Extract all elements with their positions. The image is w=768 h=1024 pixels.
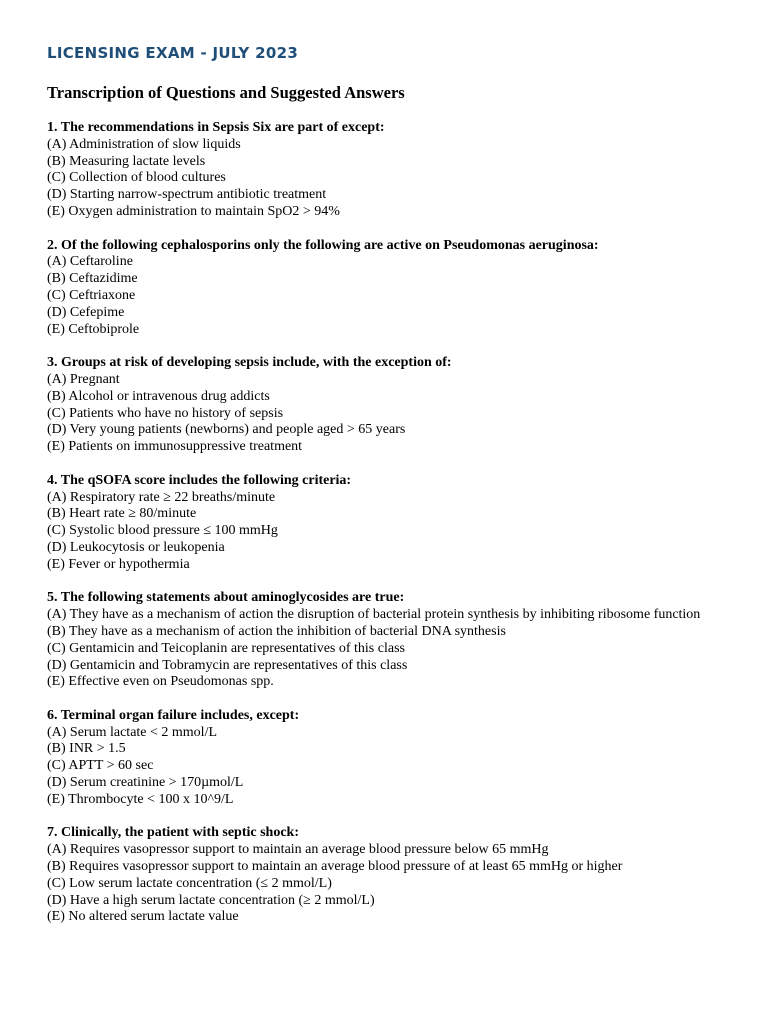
answer-option-d: (D) Very young patients (newborns) and people aged > 65 years — [47, 422, 406, 438]
answer-option-e: (E) Oxygen administration to maintain SpO2 > 94% — [47, 203, 340, 219]
answer-option-a: (A) They have as a mechanism of action the disruption of bacterial protein synthesis by inhibiting ribosome function — [47, 607, 701, 623]
answer-option-d: (D) Leukocytosis or leukopenia — [47, 539, 225, 555]
answer-option-d: (D) Serum creatinine > 170µmol/L — [47, 775, 244, 791]
answer-option-e: (E) Thrombocyte < 100 x 10^9/L — [47, 791, 234, 807]
answer-option-b: (B) Requires vasopressor support to maintain an average blood pressure of at least 65 mmHg or higher — [47, 859, 623, 875]
question-title: 4. The qSOFA score includes the following criteria: — [47, 472, 352, 488]
answer-option-c: (C) Patients who have no history of sepsis — [47, 405, 284, 421]
question-2 — [47, 238, 727, 339]
answer-option-d: (D) Have a high serum lactate concentration (≥ 2 mmol/L) — [47, 892, 375, 908]
question-title: 3. Groups at risk of developing sepsis include, with the exception of: — [47, 355, 452, 371]
question-3 — [47, 355, 727, 456]
answer-option-c: (C) Ceftriaxone — [47, 287, 136, 303]
answer-option-d: (D) Cefepime — [47, 304, 125, 320]
answer-option-b: (B) INR > 1.5 — [47, 741, 126, 757]
answer-option-a: (A) Administration of slow liquids — [47, 136, 241, 152]
answer-option-b: (B) Ceftazidime — [47, 271, 138, 287]
question-6 — [47, 708, 727, 809]
answer-option-a: (A) Serum lactate < 2 mmol/L — [47, 724, 218, 740]
answer-option-b: (B) Heart rate ≥ 80/minute — [47, 506, 197, 522]
question-title: 5. The following statements about aminoglycosides are true: — [47, 590, 405, 606]
answer-option-b: (B) Alcohol or intravenous drug addicts — [47, 388, 270, 404]
answer-option-c: (C) Low serum lactate concentration (≤ 2 mmol/L) — [47, 875, 332, 891]
answer-option-e: (E) Ceftobiprole — [47, 321, 140, 337]
question-4 — [47, 473, 727, 574]
question-title: 2. Of the following cephalosporins only the following are active on Pseudomonas aeruginosa: — [47, 237, 599, 253]
answer-option-e: (E) No altered serum lactate value — [47, 909, 239, 925]
answer-option-d: (D) Starting narrow-spectrum antibiotic treatment — [47, 187, 327, 203]
answer-option-e: (E) Effective even on Pseudomonas spp. — [47, 674, 274, 690]
question-7 — [47, 825, 727, 926]
answer-option-c: (C) Gentamicin and Teicoplanin are representatives of this class — [47, 640, 405, 656]
answer-option-b: (B) They have as a mechanism of action the inhibition of bacterial DNA synthesis — [47, 623, 506, 639]
answer-option-a: (A) Requires vasopressor support to maintain an average blood pressure below 65 mmHg — [47, 842, 549, 858]
question-title: 6. Terminal organ failure includes, except: — [47, 707, 300, 723]
document-header: LICENSING EXAM - JULY 2023 — [47, 44, 299, 62]
answer-option-c: (C) Systolic blood pressure ≤ 100 mmHg — [47, 523, 278, 539]
answer-option-a: (A) Pregnant — [47, 371, 120, 387]
question-list — [47, 120, 727, 943]
question-title: 7. Clinically, the patient with septic shock: — [47, 825, 300, 841]
question-title: 1. The recommendations in Sepsis Six are part of except: — [47, 120, 385, 135]
answer-option-c: (C) APTT > 60 sec — [47, 758, 154, 774]
answer-option-a: (A) Respiratory rate ≥ 22 breaths/minute — [47, 489, 276, 505]
document-subtitle: Transcription of Questions and Suggested Answers — [47, 83, 405, 102]
answer-option-d: (D) Gentamicin and Tobramycin are representatives of this class — [47, 657, 408, 673]
question-5 — [47, 590, 727, 691]
answer-option-e: (E) Fever or hypothermia — [47, 556, 190, 572]
answer-option-e: (E) Patients on immunosuppressive treatment — [47, 439, 303, 455]
question-1 — [47, 120, 727, 221]
answer-option-c: (C) Collection of blood cultures — [47, 170, 226, 186]
answer-option-a: (A) Ceftaroline — [47, 254, 133, 270]
answer-option-b: (B) Measuring lactate levels — [47, 153, 206, 169]
